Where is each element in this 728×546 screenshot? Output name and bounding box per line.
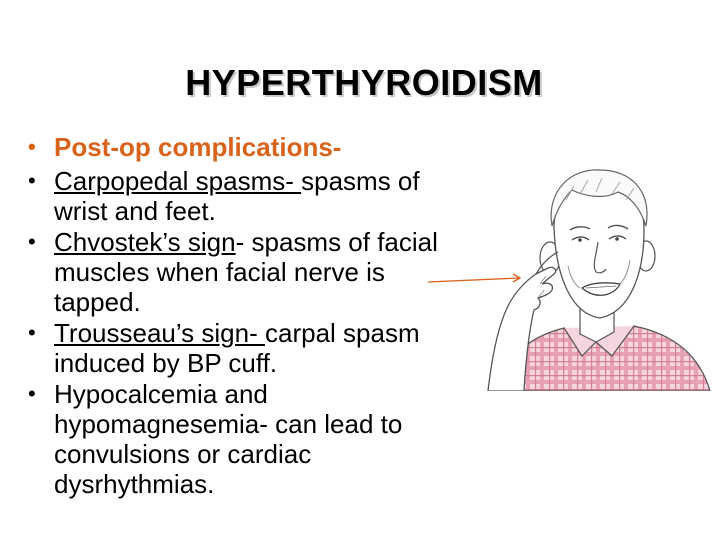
slide-title: HYPERTHYROIDISM: [185, 62, 543, 103]
left-pupil: [578, 238, 582, 242]
bullet-lead: Chvostek’s sign: [54, 227, 236, 257]
bullet-rest: - spasms of facial muscles when facial nerve is tapped.: [54, 227, 438, 317]
bullet-dot: •: [28, 168, 36, 193]
bullet-lead: Post-op complications-: [54, 132, 342, 162]
bullet-lead: Trousseau’s sign-: [54, 318, 265, 348]
bullet-rest: carpal spasm induced by BP cuff.: [54, 318, 420, 378]
bullet-rest: Hypocalcemia and hypomagnesemia- can lead to convulsions or cardiac dysrhythmias.: [54, 379, 403, 499]
chvostek-illustration: [484, 156, 716, 391]
bullet-dot: •: [28, 134, 36, 159]
bullet-dot: •: [28, 381, 36, 406]
bullet-rest: spasms of wrist and feet.: [54, 166, 420, 226]
bullet-lead: Carpopedal spasms-: [54, 166, 302, 196]
right-pupil: [615, 237, 619, 241]
bullet-dot: •: [28, 320, 36, 345]
bullet-dot: •: [28, 229, 36, 254]
